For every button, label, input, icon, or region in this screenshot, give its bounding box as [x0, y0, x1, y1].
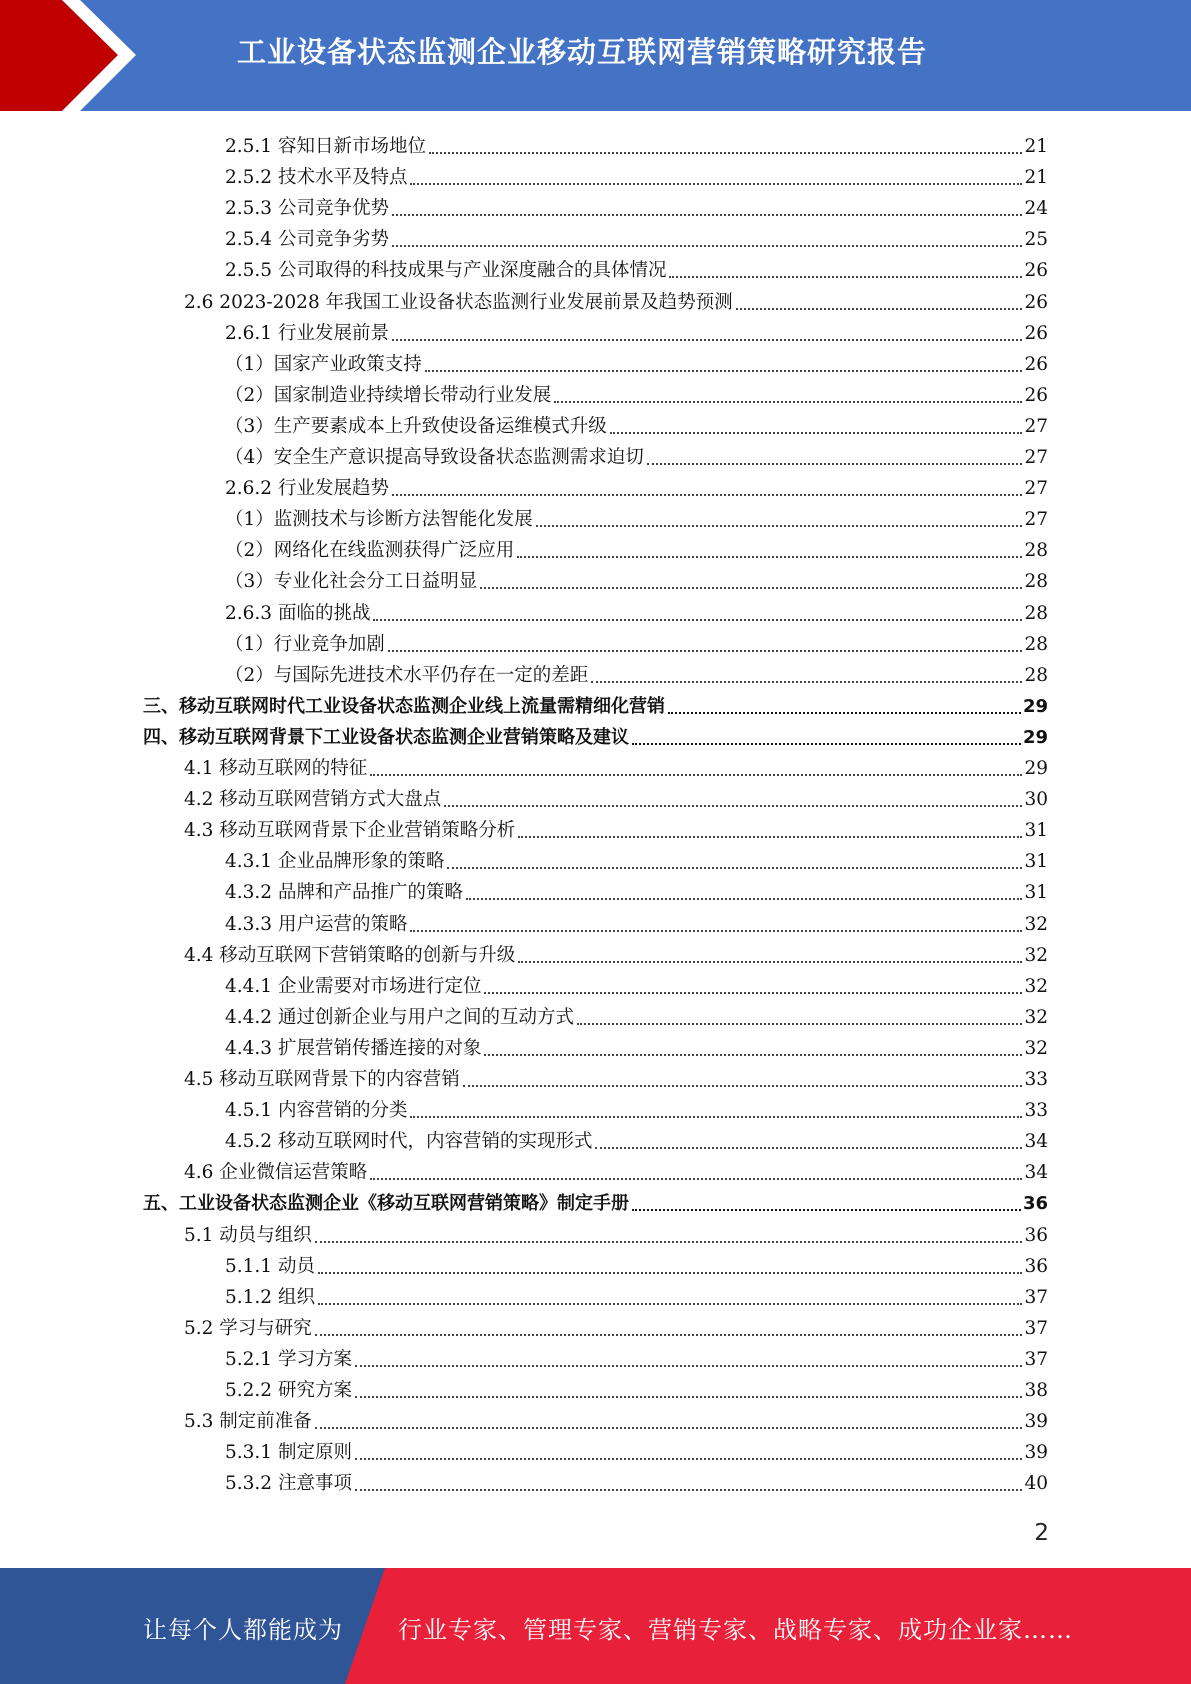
toc-entry[interactable] — [184, 1309, 1048, 1340]
page-footer — [0, 1568, 1191, 1684]
toc-dot-leader — [610, 432, 1023, 434]
toc-dot-leader — [315, 1334, 1023, 1336]
toc-dot-leader — [370, 774, 1022, 776]
toc-entry[interactable] — [225, 1464, 1048, 1495]
toc-entry[interactable] — [143, 687, 1048, 718]
toc-entry-title: 4.3.3 用户运营的策略 — [225, 913, 408, 935]
toc-dot-leader — [447, 867, 1022, 869]
toc-entry-page: 27 — [1024, 478, 1048, 500]
toc-entry-page: 38 — [1024, 1380, 1048, 1401]
toc-entry-page: 21 — [1024, 167, 1048, 189]
toc-entry[interactable] — [225, 1091, 1048, 1122]
page-number: 2 — [1034, 1520, 1049, 1546]
footer-slogan-left: 让每个人都能成为 — [143, 1616, 343, 1644]
toc-entry-title: 四、移动互联网背景下工业设备状态监测企业营销策略及建议 — [143, 726, 629, 748]
toc-entry[interactable] — [225, 625, 1048, 656]
toc-entry-page: 39 — [1024, 1442, 1048, 1464]
toc-dot-leader — [315, 1241, 1023, 1243]
toc-dot-leader — [595, 1147, 1022, 1149]
toc-entry-page: 26 — [1024, 260, 1048, 282]
footer-slogan-right: 行业专家、管理专家、营销专家、战略专家、成功企业家…… — [398, 1616, 1073, 1644]
toc-entry-title: 5.3.1 制定原则 — [225, 1442, 352, 1464]
toc-dot-leader — [632, 743, 1021, 745]
toc-dot-leader — [536, 525, 1023, 527]
toc-entry[interactable] — [225, 842, 1048, 873]
toc-dot-leader — [370, 1178, 1022, 1180]
toc-entry-title: 4.6 企业微信运营策略 — [184, 1162, 368, 1184]
toc-entry[interactable] — [225, 251, 1048, 282]
toc-entry[interactable] — [225, 1029, 1048, 1060]
toc-entry-page: 28 — [1024, 664, 1048, 686]
toc-dot-leader — [518, 961, 1022, 963]
toc-dot-leader — [392, 494, 1022, 496]
toc-entry-page: 36 — [1024, 1255, 1048, 1277]
toc-entry[interactable] — [225, 345, 1048, 376]
toc-dot-leader — [410, 930, 1022, 932]
toc-entry-title: 五、工业设备状态监测企业《移动互联网营销策略》制定手册 — [143, 1193, 629, 1215]
toc-entry-title: 4.4.3 扩展营销传播连接的对象 — [225, 1037, 482, 1059]
toc-entry[interactable] — [225, 905, 1048, 936]
toc-entry-page: 26 — [1024, 322, 1048, 344]
toc-dot-leader — [315, 1427, 1023, 1429]
toc-entry-title: 4.4.2 通过创新企业与用户之间的互动方式 — [225, 1006, 574, 1028]
toc-entry-page: 25 — [1024, 229, 1048, 251]
toc-entry[interactable] — [225, 189, 1048, 220]
toc-entry[interactable] — [225, 656, 1048, 687]
toc-entry-title: （4）安全生产意识提高导致设备状态监测需求迫切 — [225, 447, 644, 468]
toc-entry[interactable] — [225, 469, 1048, 500]
toc-entry-page: 31 — [1024, 820, 1048, 842]
toc-entry-title: （2）与国际先进技术水平仍存在一定的差距 — [225, 664, 589, 686]
toc-entry-title: 4.3.2 品牌和产品推广的策略 — [225, 882, 463, 904]
toc-entry[interactable] — [225, 220, 1048, 251]
toc-entry-title: 4.5.2 移动互联网时代，内容营销的实现形式 — [225, 1131, 593, 1153]
toc-entry[interactable] — [184, 1402, 1048, 1433]
toc-entry[interactable] — [225, 158, 1048, 189]
toc-entry[interactable] — [225, 562, 1048, 593]
toc-entry[interactable] — [225, 531, 1048, 562]
toc-entry[interactable] — [184, 749, 1048, 780]
toc-entry-title: （2）网络化在线监测获得广泛应用 — [225, 540, 515, 562]
toc-entry-page: 37 — [1024, 1317, 1048, 1339]
toc-entry-page: 34 — [1024, 1131, 1048, 1153]
toc-entry-page: 29 — [1022, 695, 1048, 717]
toc-entry-page: 26 — [1024, 384, 1048, 406]
toc-entry[interactable] — [184, 1153, 1048, 1184]
toc-entry-page: 40 — [1024, 1473, 1048, 1495]
toc-entry[interactable] — [184, 1060, 1048, 1091]
toc-entry-title: 2.5.4 公司竞争劣势 — [225, 229, 389, 251]
toc-entry-title: 三、移动互联网时代工业设备状态监测企业线上流量需精细化营销 — [143, 695, 665, 717]
toc-dot-leader — [355, 1458, 1023, 1460]
toc-entry[interactable] — [184, 780, 1048, 811]
toc-entry-title: （1）监测技术与诊断方法智能化发展 — [225, 509, 533, 531]
toc-dot-leader — [484, 992, 1022, 994]
report-title: 工业设备状态监测企业移动互联网营销策略研究报告 — [237, 35, 928, 69]
toc-dot-leader — [392, 339, 1022, 341]
toc-entry-page: 26 — [1024, 291, 1048, 313]
toc-entry-page: 21 — [1024, 136, 1048, 157]
toc-entry-page: 28 — [1024, 540, 1048, 562]
toc-dot-leader — [632, 1209, 1021, 1211]
toc-entry-page: 31 — [1024, 882, 1048, 904]
toc-dot-leader — [425, 370, 1023, 372]
toc-entry[interactable] — [143, 1184, 1048, 1215]
toc-entry-title: 5.3 制定前准备 — [184, 1411, 312, 1433]
toc-entry[interactable] — [225, 407, 1048, 438]
toc-dot-leader — [647, 463, 1023, 465]
toc-entry-title: 2.6 2023-2028 年我国工业设备状态监测行业发展前景及趋势预测 — [184, 291, 733, 313]
toc-entry-title: 2.6.3 面临的挑战 — [225, 602, 371, 624]
toc-dot-leader — [480, 587, 1022, 589]
toc-entry-page: 28 — [1024, 633, 1048, 655]
toc-entry[interactable] — [184, 811, 1048, 842]
toc-dot-leader — [373, 619, 1022, 621]
header-arrow-decoration — [0, 0, 160, 111]
toc-entry[interactable] — [225, 1247, 1048, 1278]
toc-entry-title: 2.6.1 行业发展前景 — [225, 322, 389, 344]
toc-entry-title: （3）生产要素成本上升致使设备运维模式升级 — [225, 415, 607, 437]
toc-dot-leader — [410, 1116, 1022, 1118]
toc-dot-leader — [429, 152, 1022, 154]
toc-entry-title: 5.1.2 组织 — [225, 1286, 315, 1308]
toc-entry-page: 34 — [1024, 1162, 1048, 1184]
toc-dot-leader — [554, 401, 1022, 403]
toc-entry-title: 5.1 动员与组织 — [184, 1224, 312, 1246]
toc-entry-title: 5.1.1 动员 — [225, 1255, 315, 1277]
toc-entry[interactable] — [225, 594, 1048, 625]
toc-entry-page: 29 — [1024, 758, 1048, 779]
toc-entry-title: 2.6.2 行业发展趋势 — [225, 478, 389, 500]
toc-entry-title: 4.2 移动互联网营销方式大盘点 — [184, 789, 442, 811]
toc-entry-page: 28 — [1024, 602, 1048, 624]
toc-entry-title: 2.5.1 容知日新市场地位 — [225, 136, 426, 157]
toc-entry-page: 33 — [1024, 1069, 1048, 1090]
toc-dot-leader — [355, 1489, 1023, 1491]
toc-entry[interactable] — [225, 967, 1048, 998]
toc-entry-title: 4.4 移动互联网下营销策略的创新与升级 — [184, 944, 516, 966]
toc-entry-page: 32 — [1024, 913, 1048, 935]
toc-entry-page: 37 — [1024, 1286, 1048, 1308]
toc-dot-leader — [392, 245, 1022, 247]
toc-entry[interactable] — [184, 1216, 1048, 1247]
toc-dot-leader — [463, 1085, 1023, 1087]
toc-entry[interactable] — [225, 873, 1048, 904]
toc-entry-page: 27 — [1024, 447, 1048, 468]
toc-entry[interactable] — [225, 1433, 1048, 1464]
toc-dot-leader — [410, 183, 1022, 185]
toc-entry-title: 5.2.2 研究方案 — [225, 1380, 352, 1401]
toc-entry-page: 32 — [1024, 944, 1048, 966]
toc-dot-leader — [668, 712, 1021, 714]
toc-dot-leader — [591, 681, 1022, 683]
toc-entry-title: （1）行业竞争加剧 — [225, 633, 385, 655]
toc-entry-page: 32 — [1024, 1006, 1048, 1028]
toc-entry[interactable] — [225, 1122, 1048, 1153]
toc-entry-page: 32 — [1024, 975, 1048, 997]
toc-dot-leader — [484, 1054, 1022, 1056]
toc-dot-leader — [736, 308, 1023, 310]
toc-entry[interactable] — [225, 376, 1048, 407]
toc-entry[interactable] — [225, 1371, 1048, 1402]
toc-entry-title: 5.2 学习与研究 — [184, 1317, 312, 1339]
toc-entry[interactable] — [143, 718, 1048, 749]
toc-entry-title: 4.5.1 内容营销的分类 — [225, 1100, 408, 1122]
toc-dot-leader — [318, 1303, 1023, 1305]
toc-entry-title: 5.3.2 注意事项 — [225, 1473, 352, 1495]
toc-dot-leader — [318, 1272, 1023, 1274]
toc-entry[interactable] — [225, 314, 1048, 345]
toc-entry-page: 39 — [1024, 1411, 1048, 1433]
toc-dot-leader — [518, 836, 1022, 838]
toc-dot-leader — [669, 276, 1022, 278]
toc-entry-title: 4.4.1 企业需要对市场进行定位 — [225, 975, 482, 997]
toc-entry-page: 24 — [1024, 198, 1048, 220]
toc-dot-leader — [444, 805, 1022, 807]
toc-entry-title: （1）国家产业政策支持 — [225, 353, 422, 375]
toc-entry-page: 33 — [1024, 1100, 1048, 1122]
toc-dot-leader — [466, 898, 1022, 900]
toc-entry-page: 28 — [1024, 571, 1048, 593]
toc-dot-leader — [355, 1396, 1023, 1398]
toc-entry-title: （3）专业化社会分工日益明显 — [225, 571, 478, 593]
toc-entry[interactable] — [225, 500, 1048, 531]
toc-entry[interactable] — [225, 1278, 1048, 1309]
toc-entry[interactable] — [225, 998, 1048, 1029]
toc-entry-page: 30 — [1024, 789, 1048, 811]
toc-entry-title: 4.1 移动互联网的特征 — [184, 758, 368, 779]
toc-entry-title: 4.3.1 企业品牌形象的策略 — [225, 851, 445, 873]
toc-entry-page: 27 — [1024, 509, 1048, 531]
toc-entry-title: 2.5.5 公司取得的科技成果与产业深度融合的具体情况 — [225, 260, 667, 282]
toc-entry-page: 29 — [1022, 726, 1048, 748]
toc-dot-leader — [392, 214, 1022, 216]
toc-entry-page: 26 — [1024, 353, 1048, 375]
toc-dot-leader — [355, 1365, 1023, 1367]
toc-entry-title: 4.3 移动互联网背景下企业营销策略分析 — [184, 820, 516, 842]
toc-dot-leader — [388, 650, 1023, 652]
toc-entry-title: 2.5.3 公司竞争优势 — [225, 198, 389, 220]
toc-entry[interactable] — [225, 127, 1048, 158]
page-header — [0, 0, 1191, 111]
toc-dot-leader — [577, 1023, 1022, 1025]
toc-entry-title: 2.5.2 技术水平及特点 — [225, 167, 408, 189]
toc-entry-page: 27 — [1024, 415, 1048, 437]
toc-entry[interactable] — [225, 438, 1048, 469]
toc-entry[interactable] — [184, 936, 1048, 967]
toc-entry-title: 5.2.1 学习方案 — [225, 1348, 352, 1370]
toc-entry-page: 36 — [1022, 1193, 1048, 1215]
toc-entry-page: 37 — [1024, 1348, 1048, 1370]
toc-entry-page: 36 — [1024, 1224, 1048, 1246]
toc-entry-page: 31 — [1024, 851, 1048, 873]
toc-entry-title: （2）国家制造业持续增长带动行业发展 — [225, 384, 552, 406]
toc-entry-title: 4.5 移动互联网背景下的内容营销 — [184, 1069, 460, 1090]
toc-entry[interactable] — [225, 1340, 1048, 1371]
toc-entry-page: 32 — [1024, 1037, 1048, 1059]
toc-dot-leader — [517, 556, 1022, 558]
toc-entry[interactable] — [184, 283, 1048, 314]
